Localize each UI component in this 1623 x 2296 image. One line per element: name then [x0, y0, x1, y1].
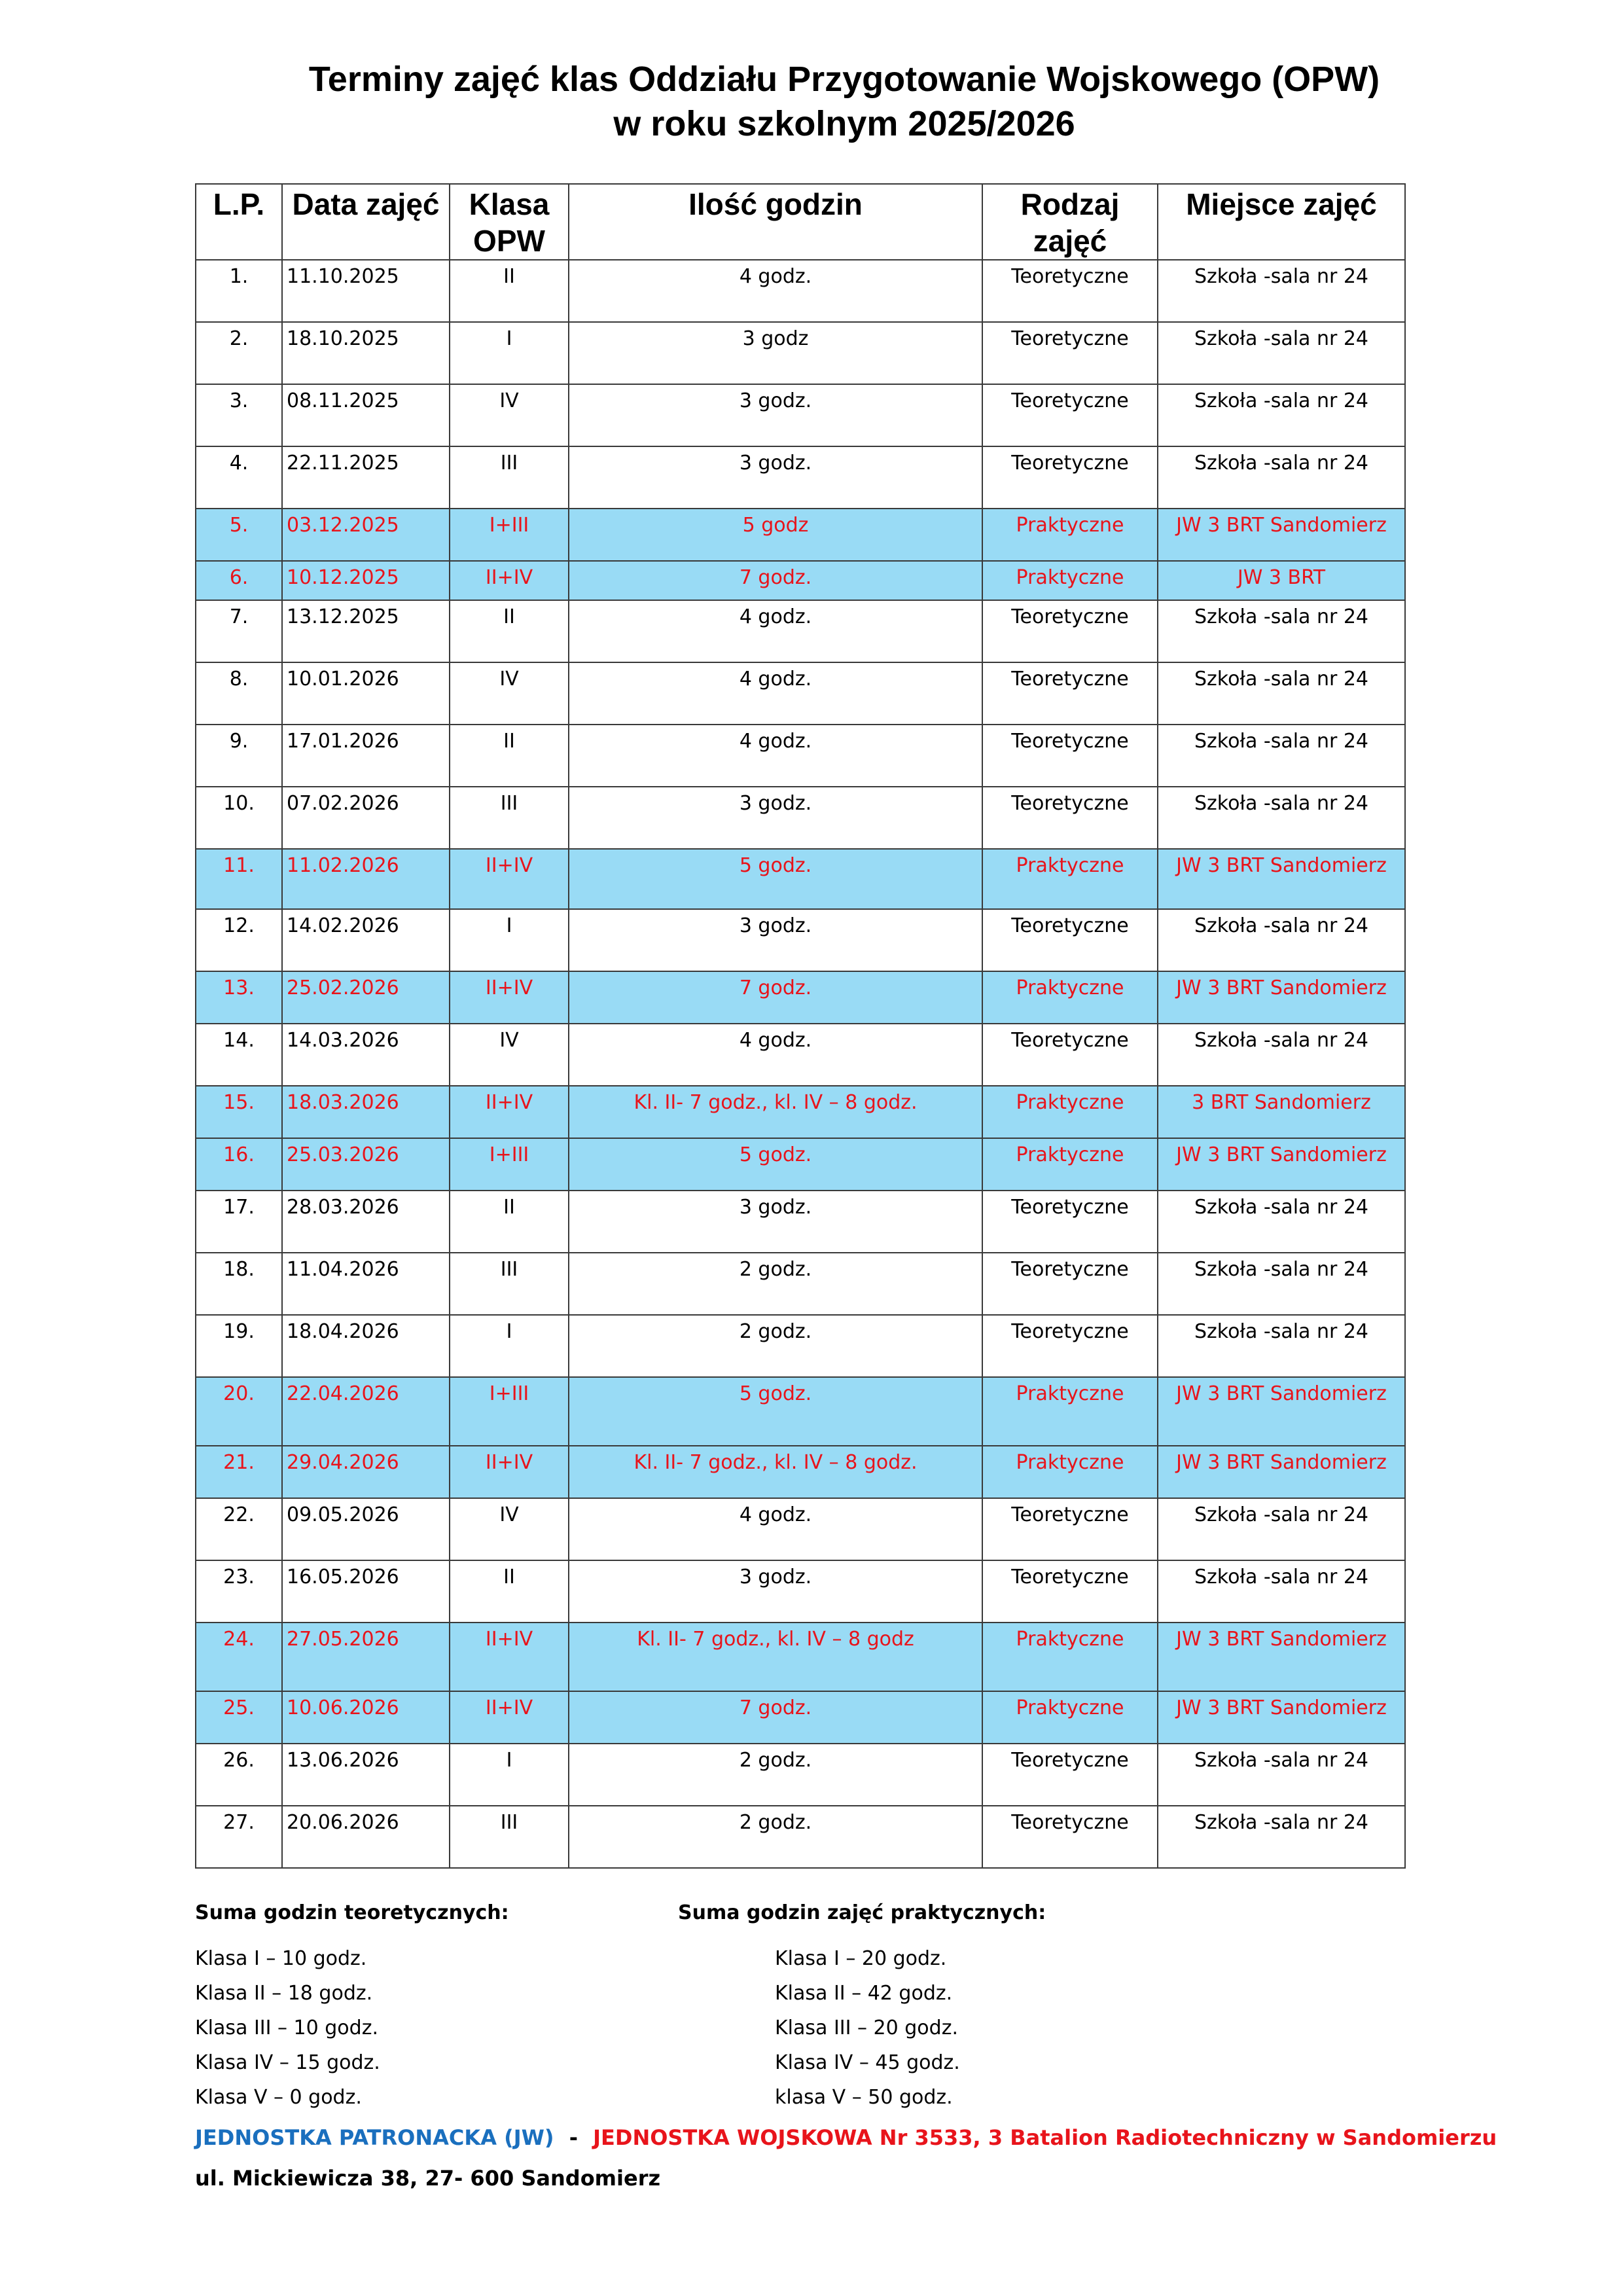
cell-miejsce: JW 3 BRT Sandomierz — [1158, 509, 1405, 561]
cell-klasa: IV — [450, 384, 569, 446]
table-row — [196, 446, 1405, 509]
table-row-practical — [196, 1623, 1405, 1691]
cell-godziny: 3 godz. — [569, 1560, 982, 1623]
cell-rodzaj: Praktyczne — [982, 1623, 1158, 1691]
cell-data: 11.02.2026 — [282, 849, 450, 909]
cell-rodzaj: Praktyczne — [982, 509, 1158, 561]
cell-klasa: II — [450, 1560, 569, 1623]
cell-data: 14.02.2026 — [282, 909, 450, 971]
cell-rodzaj: Teoretyczne — [982, 384, 1158, 446]
theory-hours-heading: Suma godzin teoretycznych: — [195, 1901, 509, 1924]
table-row — [196, 1253, 1405, 1315]
cell-lp: 6. — [196, 561, 282, 600]
cell-godziny: 7 godz. — [569, 971, 982, 1024]
cell-rodzaj: Teoretyczne — [982, 787, 1158, 849]
table-row — [196, 1806, 1405, 1868]
header-miejsce: Miejsce zajęć — [1158, 184, 1405, 260]
table-row-practical — [196, 849, 1405, 909]
cell-klasa: IV — [450, 1498, 569, 1560]
cell-lp: 7. — [196, 600, 282, 662]
cell-rodzaj: Teoretyczne — [982, 260, 1158, 322]
cell-data: 27.05.2026 — [282, 1623, 450, 1691]
cell-lp: 4. — [196, 446, 282, 509]
cell-rodzaj: Teoretyczne — [982, 446, 1158, 509]
cell-data: 18.10.2025 — [282, 322, 450, 384]
schedule-body — [196, 260, 1405, 1868]
cell-lp: 5. — [196, 509, 282, 561]
cell-lp: 1. — [196, 260, 282, 322]
cell-rodzaj: Teoretyczne — [982, 725, 1158, 787]
table-row-practical — [196, 509, 1405, 561]
cell-lp: 15. — [196, 1086, 282, 1138]
cell-klasa: II+IV — [450, 1623, 569, 1691]
cell-miejsce: Szkoła -sala nr 24 — [1158, 1253, 1405, 1315]
cell-rodzaj: Praktyczne — [982, 1446, 1158, 1498]
cell-godziny: 4 godz. — [569, 260, 982, 322]
cell-rodzaj: Praktyczne — [982, 971, 1158, 1024]
cell-klasa: III — [450, 1806, 569, 1868]
cell-miejsce: Szkoła -sala nr 24 — [1158, 1024, 1405, 1086]
cell-lp: 27. — [196, 1806, 282, 1868]
cell-miejsce: JW 3 BRT Sandomierz — [1158, 1623, 1405, 1691]
table-row-practical — [196, 1138, 1405, 1191]
table-row — [196, 1744, 1405, 1806]
cell-klasa: IV — [450, 1024, 569, 1086]
cell-data: 16.05.2026 — [282, 1560, 450, 1623]
cell-data: 18.04.2026 — [282, 1315, 450, 1377]
cell-data: 20.06.2026 — [282, 1806, 450, 1868]
cell-miejsce: Szkoła -sala nr 24 — [1158, 322, 1405, 384]
cell-data: 22.04.2026 — [282, 1377, 450, 1446]
cell-lp: 2. — [196, 322, 282, 384]
cell-data: 18.03.2026 — [282, 1086, 450, 1138]
cell-miejsce: Szkoła -sala nr 24 — [1158, 725, 1405, 787]
cell-miejsce: JW 3 BRT Sandomierz — [1158, 1138, 1405, 1191]
cell-lp: 21. — [196, 1446, 282, 1498]
separator: - — [569, 2125, 578, 2150]
cell-godziny: 2 godz. — [569, 1806, 982, 1868]
cell-lp: 11. — [196, 849, 282, 909]
cell-miejsce: JW 3 BRT Sandomierz — [1158, 971, 1405, 1024]
header-data: Data zajęć — [282, 184, 450, 260]
cell-data: 08.11.2025 — [282, 384, 450, 446]
cell-data: 28.03.2026 — [282, 1191, 450, 1253]
patron-label: JEDNOSTKA PATRONACKA (JW) — [195, 2125, 554, 2150]
unit-name: JEDNOSTKA WOJSKOWA Nr 3533, 3 Batalion Radiotechniczny w Sandomierzu — [593, 2125, 1497, 2150]
cell-miejsce: Szkoła -sala nr 24 — [1158, 1191, 1405, 1253]
table-row-practical — [196, 1086, 1405, 1138]
cell-lp: 24. — [196, 1623, 282, 1691]
table-row — [196, 1024, 1405, 1086]
cell-godziny: 3 godz. — [569, 909, 982, 971]
cell-klasa: III — [450, 787, 569, 849]
table-row — [196, 600, 1405, 662]
cell-rodzaj: Teoretyczne — [982, 1191, 1158, 1253]
table-row-practical — [196, 561, 1405, 600]
cell-klasa: I+III — [450, 1377, 569, 1446]
cell-godziny: 7 godz. — [569, 561, 982, 600]
theory-hours-item: Klasa V – 0 godz. — [195, 2086, 362, 2109]
table-row — [196, 260, 1405, 322]
cell-miejsce: Szkoła -sala nr 24 — [1158, 909, 1405, 971]
cell-rodzaj: Praktyczne — [982, 1086, 1158, 1138]
cell-rodzaj: Praktyczne — [982, 1138, 1158, 1191]
cell-miejsce: JW 3 BRT Sandomierz — [1158, 849, 1405, 909]
cell-data: 14.03.2026 — [282, 1024, 450, 1086]
theory-hours-list — [195, 1941, 380, 2115]
cell-rodzaj: Teoretyczne — [982, 1560, 1158, 1623]
cell-data: 10.06.2026 — [282, 1691, 450, 1744]
cell-data: 09.05.2026 — [282, 1498, 450, 1560]
table-row-practical — [196, 1691, 1405, 1744]
cell-lp: 18. — [196, 1253, 282, 1315]
practical-hours-item: Klasa IV – 45 godz. — [775, 2051, 960, 2074]
cell-godziny: 5 godz. — [569, 849, 982, 909]
cell-lp: 10. — [196, 787, 282, 849]
cell-godziny: 7 godz. — [569, 1691, 982, 1744]
cell-klasa: I — [450, 1315, 569, 1377]
cell-klasa: I+III — [450, 509, 569, 561]
cell-godziny: 3 godz. — [569, 1191, 982, 1253]
theory-hours-item: Klasa I – 10 godz. — [195, 1947, 367, 1970]
cell-miejsce: Szkoła -sala nr 24 — [1158, 446, 1405, 509]
theory-hours-item: Klasa II – 18 godz. — [195, 1982, 373, 2005]
cell-godziny: 2 godz. — [569, 1315, 982, 1377]
cell-klasa: II+IV — [450, 1691, 569, 1744]
cell-lp: 8. — [196, 662, 282, 725]
cell-rodzaj: Teoretyczne — [982, 1806, 1158, 1868]
cell-godziny: 3 godz — [569, 322, 982, 384]
table-row-practical — [196, 1377, 1405, 1446]
cell-rodzaj: Teoretyczne — [982, 1744, 1158, 1806]
cell-data: 03.12.2025 — [282, 509, 450, 561]
document-subtitle: w roku szkolnym 2025/2026 — [613, 104, 1075, 143]
cell-klasa: II — [450, 260, 569, 322]
cell-data: 13.06.2026 — [282, 1744, 450, 1806]
cell-godziny: 3 godz. — [569, 384, 982, 446]
cell-data: 25.03.2026 — [282, 1138, 450, 1191]
cell-miejsce: Szkoła -sala nr 24 — [1158, 787, 1405, 849]
cell-rodzaj: Praktyczne — [982, 849, 1158, 909]
cell-rodzaj: Praktyczne — [982, 1691, 1158, 1744]
cell-data: 17.01.2026 — [282, 725, 450, 787]
cell-rodzaj: Teoretyczne — [982, 909, 1158, 971]
patron-unit-line — [195, 2123, 1497, 2152]
cell-lp: 25. — [196, 1691, 282, 1744]
cell-miejsce: Szkoła -sala nr 24 — [1158, 384, 1405, 446]
schedule-table — [195, 183, 1406, 1869]
cell-lp: 20. — [196, 1377, 282, 1446]
cell-godziny: 5 godz. — [569, 1138, 982, 1191]
cell-godziny: Kl. II- 7 godz., kl. IV – 8 godz — [569, 1623, 982, 1691]
header-rodzaj: Rodzaj zajęć — [982, 184, 1158, 260]
cell-godziny: Kl. II- 7 godz., kl. IV – 8 godz. — [569, 1086, 982, 1138]
cell-lp: 17. — [196, 1191, 282, 1253]
cell-miejsce: Szkoła -sala nr 24 — [1158, 600, 1405, 662]
cell-lp: 12. — [196, 909, 282, 971]
header-lp: L.P. — [196, 184, 282, 260]
table-row — [196, 909, 1405, 971]
cell-lp: 3. — [196, 384, 282, 446]
cell-miejsce: Szkoła -sala nr 24 — [1158, 1560, 1405, 1623]
cell-godziny: 5 godz. — [569, 1377, 982, 1446]
cell-miejsce: Szkoła -sala nr 24 — [1158, 662, 1405, 725]
cell-miejsce: JW 3 BRT Sandomierz — [1158, 1691, 1405, 1744]
cell-klasa: II+IV — [450, 971, 569, 1024]
cell-klasa: II+IV — [450, 1086, 569, 1138]
cell-klasa: II+IV — [450, 1446, 569, 1498]
cell-klasa: I — [450, 909, 569, 971]
practical-hours-list — [775, 1941, 960, 2115]
table-row — [196, 384, 1405, 446]
cell-klasa: II+IV — [450, 561, 569, 600]
cell-rodzaj: Teoretyczne — [982, 600, 1158, 662]
table-row — [196, 1315, 1405, 1377]
cell-rodzaj: Teoretyczne — [982, 1253, 1158, 1315]
cell-rodzaj: Teoretyczne — [982, 322, 1158, 384]
cell-godziny: 4 godz. — [569, 1498, 982, 1560]
practical-hours-item: Klasa II – 42 godz. — [775, 1982, 953, 2005]
cell-data: 11.10.2025 — [282, 260, 450, 322]
cell-klasa: IV — [450, 662, 569, 725]
cell-miejsce: JW 3 BRT Sandomierz — [1158, 1377, 1405, 1446]
cell-lp: 14. — [196, 1024, 282, 1086]
cell-data: 10.12.2025 — [282, 561, 450, 600]
cell-lp: 9. — [196, 725, 282, 787]
theory-hours-item: Klasa III – 10 godz. — [195, 2017, 378, 2039]
cell-miejsce: JW 3 BRT — [1158, 561, 1405, 600]
cell-godziny: 2 godz. — [569, 1253, 982, 1315]
cell-lp: 19. — [196, 1315, 282, 1377]
practical-hours-item: Klasa I – 20 godz. — [775, 1947, 947, 1970]
cell-godziny: 4 godz. — [569, 1024, 982, 1086]
cell-godziny: 3 godz. — [569, 446, 982, 509]
cell-rodzaj: Praktyczne — [982, 1377, 1158, 1446]
cell-rodzaj: Teoretyczne — [982, 1024, 1158, 1086]
cell-miejsce: Szkoła -sala nr 24 — [1158, 1744, 1405, 1806]
cell-rodzaj: Teoretyczne — [982, 1498, 1158, 1560]
cell-klasa: III — [450, 446, 569, 509]
cell-klasa: I — [450, 322, 569, 384]
cell-klasa: I+III — [450, 1138, 569, 1191]
theory-hours-item: Klasa IV – 15 godz. — [195, 2051, 380, 2074]
table-row — [196, 662, 1405, 725]
table-row-practical — [196, 1446, 1405, 1498]
table-row — [196, 1560, 1405, 1623]
cell-lp: 22. — [196, 1498, 282, 1560]
cell-miejsce: Szkoła -sala nr 24 — [1158, 1498, 1405, 1560]
cell-godziny: Kl. II- 7 godz., kl. IV – 8 godz. — [569, 1446, 982, 1498]
cell-miejsce: Szkoła -sala nr 24 — [1158, 1315, 1405, 1377]
cell-godziny: 4 godz. — [569, 600, 982, 662]
cell-data: 29.04.2026 — [282, 1446, 450, 1498]
cell-godziny: 4 godz. — [569, 725, 982, 787]
cell-lp: 23. — [196, 1560, 282, 1623]
cell-data: 22.11.2025 — [282, 446, 450, 509]
cell-rodzaj: Teoretyczne — [982, 1315, 1158, 1377]
cell-miejsce: Szkoła -sala nr 24 — [1158, 1806, 1405, 1868]
table-row — [196, 1498, 1405, 1560]
unit-address: ul. Mickiewicza 38, 27- 600 Sandomierz — [195, 2166, 661, 2191]
table-header-row — [196, 184, 1405, 260]
cell-rodzaj: Praktyczne — [982, 561, 1158, 600]
cell-data: 25.02.2026 — [282, 971, 450, 1024]
cell-data: 13.12.2025 — [282, 600, 450, 662]
cell-rodzaj: Teoretyczne — [982, 662, 1158, 725]
table-row — [196, 787, 1405, 849]
table-row-practical — [196, 971, 1405, 1024]
practical-hours-heading: Suma godzin zajęć praktycznych: — [678, 1901, 1046, 1924]
cell-godziny: 2 godz. — [569, 1744, 982, 1806]
table-row — [196, 725, 1405, 787]
cell-klasa: I — [450, 1744, 569, 1806]
practical-hours-item: klasa V – 50 godz. — [775, 2086, 953, 2109]
cell-miejsce: Szkoła -sala nr 24 — [1158, 260, 1405, 322]
cell-klasa: III — [450, 1253, 569, 1315]
table-row — [196, 322, 1405, 384]
cell-klasa: II — [450, 1191, 569, 1253]
header-godziny: Ilość godzin — [569, 184, 982, 260]
cell-klasa: II — [450, 600, 569, 662]
cell-miejsce: JW 3 BRT Sandomierz — [1158, 1446, 1405, 1498]
cell-lp: 13. — [196, 971, 282, 1024]
cell-klasa: II — [450, 725, 569, 787]
cell-data: 11.04.2026 — [282, 1253, 450, 1315]
cell-data: 10.01.2026 — [282, 662, 450, 725]
cell-lp: 26. — [196, 1744, 282, 1806]
cell-data: 07.02.2026 — [282, 787, 450, 849]
header-klasa: Klasa OPW — [450, 184, 569, 260]
practical-hours-item: Klasa III – 20 godz. — [775, 2017, 958, 2039]
cell-godziny: 4 godz. — [569, 662, 982, 725]
cell-klasa: II+IV — [450, 849, 569, 909]
cell-godziny: 5 godz — [569, 509, 982, 561]
cell-godziny: 3 godz. — [569, 787, 982, 849]
cell-lp: 16. — [196, 1138, 282, 1191]
document-title: Terminy zajęć klas Oddziału Przygotowanie Wojskowego (OPW) — [308, 60, 1380, 99]
table-row — [196, 1191, 1405, 1253]
cell-miejsce: 3 BRT Sandomierz — [1158, 1086, 1405, 1138]
